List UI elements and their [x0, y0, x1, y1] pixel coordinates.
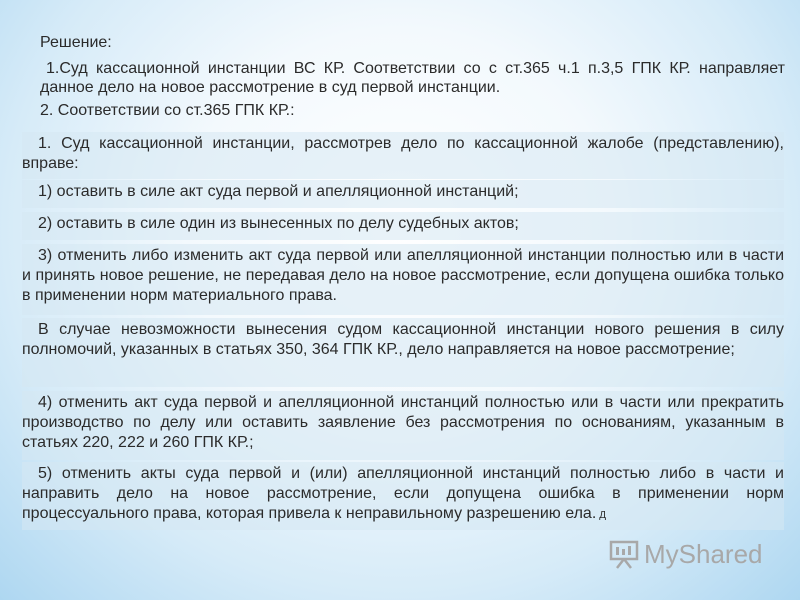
presentation-board-icon [608, 538, 640, 570]
end-mark: Д [599, 510, 607, 521]
decision-item-1-text: 1.Суд кассационной инстанции ВС КР. Соответствии со с ст.365 ч.1 п.3,5 ГПК КР. направляет данное дело на новое рассмотрение в суд первой инстанции. [40, 60, 785, 96]
text-block [22, 244, 784, 315]
text-block [22, 180, 784, 208]
text-block [22, 391, 784, 460]
text-block [22, 462, 784, 530]
decision-item-1 [40, 59, 785, 97]
text-block-content: 5) отменить акты суда первой и (или) апелляционной инстанций полностью либо в части и направить дело на новое рассмотрение, если допущена ошибка в применении норм процессуального права, которая привела к неправильному разрешению ела. [22, 465, 784, 522]
text-block-content: 1) оставить в силе акт суда первой и апелляционной инстанций; [38, 183, 519, 200]
text-block [22, 318, 784, 387]
text-block [22, 212, 784, 240]
text-block-content: 2) оставить в силе один из вынесенных по делу судебных актов; [38, 215, 519, 232]
text-block-content: В случае невозможности вынесения судом кассационной инстанции нового решения в силу полномочий, указанных в статьях 350, 364 ГПК КР., дело направляется на новое рассмотрение; [22, 321, 784, 358]
text-block-content: 1. Суд кассационной инстанции, рассмотрев дело по кассационной жалобе (представлению), вправе: [22, 135, 784, 172]
slide-heading: Решение: [40, 34, 112, 51]
decision-item-2: 2. Соответствии со ст.365 ГПК КР.: [40, 102, 295, 119]
watermark-text: MyShared [644, 538, 763, 569]
text-block-content: 4) отменить акт суда первой и апелляционной инстанций полностью или в части или прекратить производство по делу или оставить заявление без рассмотрения по основаниям, указанным в статьях 220, 222 и 260 ГПК КР.; [22, 394, 784, 451]
text-block-content: 3) отменить либо изменить акт суда первой или апелляционной инстанции полностью или в части и принять новое решение, не передавая дело на новое рассмотрение, если допущена ошибка только в применении норм материального права. [22, 247, 784, 304]
watermark [608, 538, 763, 570]
text-block [22, 132, 784, 179]
